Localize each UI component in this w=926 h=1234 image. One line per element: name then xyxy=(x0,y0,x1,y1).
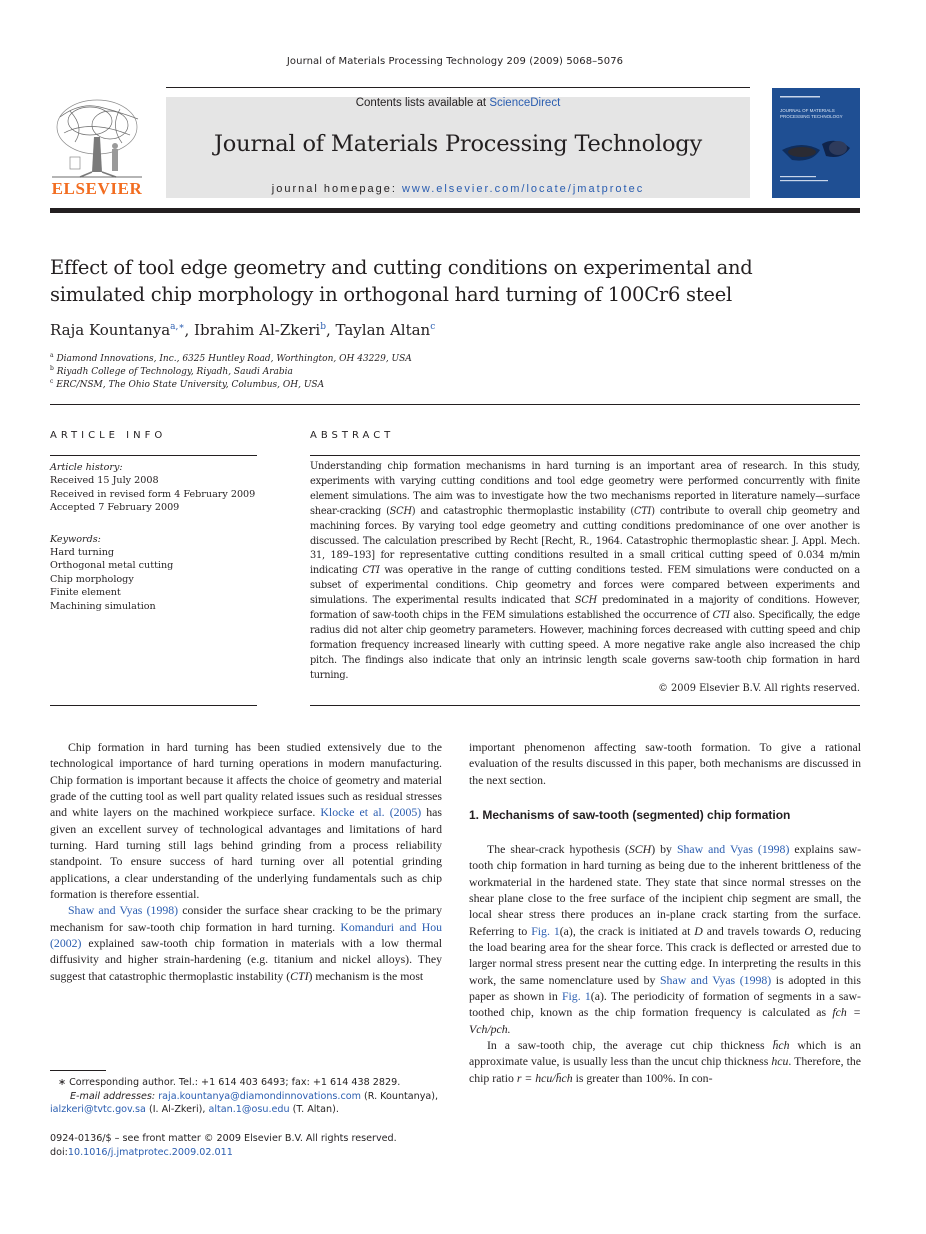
article-info-heading: ARTICLE INFO xyxy=(50,430,167,441)
header-rule xyxy=(166,87,750,88)
abstract-segment: also. Specifically, the edge radius did not alter chip geometry parameters. However, machining forces decreased with cutting speed and chip formation frequency increased linearly with cutting speed. A more negative rake angle also increased the chip pitch. The findings also indicate that only an intrinsic length scale governs saw-tooth chip formation in hard turning. xyxy=(310,610,860,681)
abbr-cti: CTI xyxy=(712,610,730,622)
abbr-sch: SCH xyxy=(628,842,652,856)
email-line xyxy=(50,1090,442,1104)
text-segment: (a), the crack is initiated at xyxy=(559,923,695,938)
author-list xyxy=(50,321,850,339)
text-segment: and travels towards xyxy=(702,923,805,938)
doi-link[interactable]: 10.1016/j.jmatprotec.2009.02.011 xyxy=(67,1146,233,1158)
email-link[interactable]: altan.1@osu.edu xyxy=(208,1104,290,1115)
cover-title: JOURNAL OF MATERIALS PROCESSING TECHNOLOGY xyxy=(780,108,843,119)
text-segment: is greater than 100%. In con- xyxy=(572,1070,713,1085)
history-accepted: Accepted 7 February 2009 xyxy=(50,502,180,514)
article-info-bottom-rule xyxy=(50,705,257,706)
abbr-cti: CTI xyxy=(362,565,380,577)
cover-art-icon xyxy=(772,88,860,198)
affiliation-mark: c xyxy=(50,378,54,385)
body-paragraph xyxy=(469,1037,861,1086)
journal-cover-thumbnail[interactable] xyxy=(772,88,860,198)
contents-line xyxy=(166,97,750,109)
homepage-prefix: journal homepage: xyxy=(271,183,402,195)
body-right-column xyxy=(469,841,861,1086)
body-paragraph xyxy=(469,841,861,1037)
elsevier-logo[interactable] xyxy=(50,97,144,199)
abstract-text xyxy=(310,460,860,684)
affiliation-text: Diamond Innovations, Inc., 6325 Huntley Road, Worthington, OH 43229, USA xyxy=(56,354,412,364)
body-paragraph xyxy=(50,739,442,902)
email-label: E-mail addresses: xyxy=(70,1090,156,1102)
article-info xyxy=(50,461,257,613)
tree-icon xyxy=(50,97,144,179)
keyword: Chip morphology xyxy=(50,573,134,585)
author-name[interactable]: Taylan Altan xyxy=(335,321,431,339)
affiliation-mark: a xyxy=(50,352,54,359)
contents-prefix: Contents lists available at xyxy=(355,97,490,109)
keyword: Orthogonal metal cutting xyxy=(50,560,174,572)
text-segment: explains saw-tooth chip formation in hard turning as being due to the inherent brittleness of the workmaterial in the hardened state. They state that since normal stresses on the shear plane close to the free surface of the incipient chip segment are small, the local shear stress there produces an in-plane crack starting from the surface. Referring to xyxy=(469,842,861,938)
ref-komanduri[interactable]: Komanduri and Hou (2002) xyxy=(50,919,443,951)
body-right-column-top xyxy=(469,739,861,788)
journal-masthead xyxy=(166,97,750,198)
author-marks[interactable]: b xyxy=(320,322,326,332)
ref-shaw-vyas[interactable]: Shaw and Vyas (1998) xyxy=(676,842,790,856)
ref-fig1[interactable]: Fig. 1 xyxy=(531,923,560,938)
text-segment: In a saw-tooth chip, the average cut chip thickness xyxy=(487,1038,773,1053)
author-name[interactable]: Ibrahim Al-Zkeri xyxy=(194,321,321,339)
abstract-segment: Understanding chip formation mechanisms in hard turning is an important area of research. In this study, experiments with varying cutting conditions and tool edge geometry were performed concurrently with finite element simulations. The aim was to investigate how the two mechanisms reported in literature namely—surface shear-cracking ( xyxy=(310,461,860,517)
affiliation xyxy=(50,365,650,377)
homepage-line xyxy=(166,183,750,195)
abbr-sch: SCH xyxy=(574,595,597,607)
formula: r = hcu/h̄ch xyxy=(516,1070,573,1085)
corresponding-author: ∗ Corresponding author. Tel.: +1 614 403 6493; fax: +1 614 438 2829. xyxy=(58,1077,401,1088)
author-separator: , xyxy=(325,321,336,339)
affiliation xyxy=(50,378,650,390)
text-segment: explained saw-tooth chip formation in materials with a low thermal diffusivity and higher strain-hardening (e.g. titanium and nickel alloys). They suggest that catastrophic thermoplastic instability ( xyxy=(50,936,442,983)
math-symbol: h̄ch xyxy=(772,1038,790,1053)
journal-title[interactable]: Journal of Materials Processing Technology xyxy=(213,131,703,157)
masthead-thick-rule xyxy=(50,208,860,213)
keyword: Hard turning xyxy=(50,547,115,559)
abbr-cti: CTI xyxy=(290,968,309,983)
text-segment: ) mechanism is the most xyxy=(308,968,424,983)
text-segment: ) by xyxy=(651,842,677,856)
article-title: Effect of tool edge geometry and cutting conditions on experimental and simulated chip morphology in orthogonal hard turning of 100Cr6 steel xyxy=(50,256,753,306)
ref-klocke[interactable]: Klocke et al. (2005) xyxy=(320,805,422,820)
abstract-segment: ) and catastrophic thermoplastic instability ( xyxy=(411,505,634,517)
text-segment: , reducing the load bearing area for the shear force. This crack is deflected or arrested due to larger normal stress present near the cutting edge. In interpreting the results in this work, the same nomenclature used by xyxy=(469,923,861,987)
abstract-segment: predominated in a majority of conditions. However, formation of saw-tooth chips in the FEM simulations established the occurrence of xyxy=(310,595,860,622)
issn-line: 0924-0136/$ – see front matter © 2009 Elsevier B.V. All rights reserved. xyxy=(50,1133,397,1144)
text-segment: Chip formation in hard turning has been studied extensively due to the technological importance of hard turning operations in modern manufacturing. Chip formation is important because it affects the choice of geometry and material grade of the cutting tool as well part quality related issues such as residual stresses and white layers on the machined workpiece surface. xyxy=(50,740,442,820)
affiliation-rule xyxy=(50,404,860,405)
keyword: Finite element xyxy=(50,587,121,599)
text-segment: has given an excellent survey of technological advantages and limitations of hard turning. Hard turning still lags behind grinding from a process reliability standpoint. To ensure success of hard turning over all potential grinding applications, a clear understanding of the underlying fundamentals such as chip formation is therefore essential. xyxy=(50,805,443,902)
article-info-rule xyxy=(50,455,257,456)
email-line xyxy=(50,1103,442,1117)
email-owner: (I. Al-Zkeri), xyxy=(145,1104,209,1115)
author-name[interactable]: Raja Kountanya xyxy=(50,321,171,339)
affiliation-text: ERC/NSM, The Ohio State University, Columbus, OH, USA xyxy=(56,380,325,390)
ref-shaw-vyas[interactable]: Shaw and Vyas (1998) xyxy=(68,903,179,918)
footnote-rule xyxy=(50,1070,106,1071)
text-segment: . Therefore, the chip ratio xyxy=(469,1054,861,1085)
front-matter xyxy=(50,1132,550,1159)
abstract-copyright: © 2009 Elsevier B.V. All rights reserved. xyxy=(658,683,860,694)
text-segment: The shear-crack hypothesis ( xyxy=(487,842,629,856)
abstract-segment: was operative in the range of cutting conditions tested. FEM simulations were conducted on a subset of experimental conditions. Chip geometry and forces were compared between experiments and simulations. The experimental results indicated that xyxy=(310,565,860,607)
abstract-bottom-rule xyxy=(310,705,860,706)
abbr-cti: CTI xyxy=(633,505,652,517)
abstract-rule xyxy=(310,455,860,456)
formula: fch = Vch/pch. xyxy=(469,1005,861,1036)
body-left-column xyxy=(50,739,442,984)
text-segment: is adopted in this paper as shown in xyxy=(469,972,861,1004)
point-label: O xyxy=(804,923,813,938)
email-link[interactable]: raja.kountanya@diamondinnovations.com xyxy=(158,1090,361,1102)
point-label: D xyxy=(694,923,703,938)
ref-fig1[interactable]: Fig. 1 xyxy=(561,989,591,1004)
author-marks[interactable]: c xyxy=(430,322,436,332)
abstract-segment: ) contribute to overall chip geometry and machining forces. By varying tool edge geometry and cutting conditions predominance of one over another is discussed. The calculation prescribed by Recht [Recht, R., 1964. Catastrophic thermoplastic shear. J. Appl. Mech. 31, 189–193] for representative cutting conditions resulted in a small critical cutting speed of 0.034 m/min indicating xyxy=(310,505,860,577)
text-segment: (a). The periodicity of formation of segments in a saw-toothed chip, known as the chip formation frequency is calculated as xyxy=(469,989,861,1020)
history-revised: Received in revised form 4 February 2009 xyxy=(50,488,256,500)
running-head: Journal of Materials Processing Technology 209 (2009) 5068–5076 xyxy=(286,56,624,67)
author-marks[interactable]: a,∗ xyxy=(170,322,185,332)
text-segment: consider the surface shear cracking to be the primary mechanism for saw-tooth chip formation in hard turning. xyxy=(50,903,442,934)
history-label: Article history: xyxy=(50,462,123,473)
email-link[interactable]: ialzkeri@tvtc.gov.sa xyxy=(50,1104,146,1115)
math-symbol: hcu xyxy=(771,1054,789,1069)
history-received: Received 15 July 2008 xyxy=(50,475,159,487)
affiliation-mark: b xyxy=(50,365,54,372)
body-paragraph xyxy=(50,902,442,984)
affiliation-text: Riyadh College of Technology, Riyadh, Saudi Arabia xyxy=(56,367,293,377)
footnote xyxy=(50,1076,442,1117)
email-owner: (R. Kountanya), xyxy=(360,1090,439,1102)
section-heading: 1. Mechanisms of saw-tooth (segmented) chip formation xyxy=(469,808,791,822)
elsevier-wordmark: ELSEVIER xyxy=(51,179,143,198)
keyword: Machining simulation xyxy=(50,600,156,612)
abbr-sch: SCH xyxy=(389,505,412,517)
affiliation xyxy=(50,352,650,364)
email-owner: (T. Altan). xyxy=(289,1104,339,1115)
sciencedirect-link[interactable]: ScienceDirect xyxy=(489,97,561,109)
doi-label: doi: xyxy=(50,1146,68,1158)
body-paragraph: important phenomenon affecting saw-tooth formation. To give a rational evaluation of the results discussed in this paper, both mechanisms are discussed in the next section. xyxy=(469,740,861,787)
homepage-link[interactable]: www.elsevier.com/locate/jmatprotec xyxy=(401,183,645,195)
text-segment: which is an approximate value, is usually less than the uncut chip thickness xyxy=(469,1038,861,1069)
ref-shaw-vyas[interactable]: Shaw and Vyas (1998) xyxy=(660,972,772,987)
abstract-heading: ABSTRACT xyxy=(310,430,395,441)
keywords-label: Keywords: xyxy=(50,533,101,545)
author-separator: , xyxy=(184,321,195,339)
doi-line xyxy=(50,1146,550,1160)
